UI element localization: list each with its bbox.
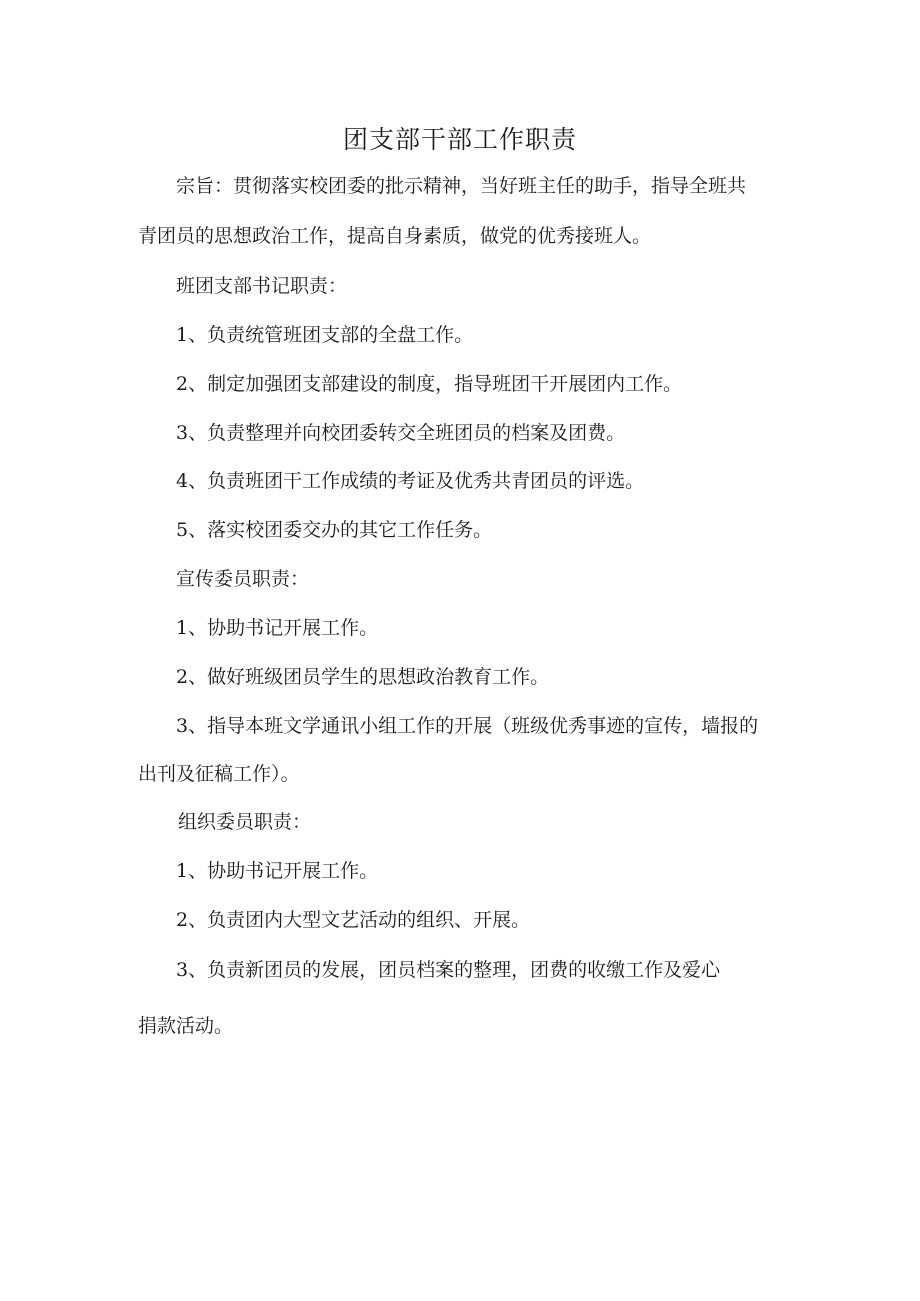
secretary-heading: 班团支部书记职责： [176,275,348,297]
organization-item-2: 2、负责团内大型文艺活动的组织、开展。 [176,909,531,931]
secretary-item-1: 1、负责统管班团支部的全盘工作。 [176,324,474,346]
secretary-item-5: 5、落实校团委交办的其它工作任务。 [176,519,493,541]
publicity-item-1: 1、协助书记开展工作。 [176,617,379,639]
secretary-item-2: 2、制定加强团支部建设的制度，指导班团干开展团内工作。 [176,373,683,395]
secretary-item-4: 4、负责班团干工作成绩的考证及优秀共青团员的评选。 [176,470,645,492]
secretary-item-3: 3、负责整理并向校团委转交全班团员的档案及团费。 [176,422,626,444]
publicity-item-3-cont: 出刊及征稿工作）。 [138,763,300,785]
purpose-line-2: 青团员的思想政治工作，提高自身素质，做党的优秀接班人。 [138,225,652,247]
organization-heading: 组织委员职责： [178,811,312,833]
organization-item-1: 1、协助书记开展工作。 [176,860,379,882]
organization-item-3-cont: 捐款活动。 [138,1015,234,1037]
document-title: 团支部干部工作职责 [342,125,577,154]
organization-item-3: 3、负责新团员的发展，团员档案的整理，团费的收缴工作及爱心 [176,959,721,981]
publicity-item-3: 3、指导本班文学通讯小组工作的开展（班级优秀事迹的宣传，墙报的 [176,715,759,737]
publicity-heading: 宣传委员职责： [176,568,310,590]
publicity-item-2: 2、做好班级团员学生的思想政治教育工作。 [176,666,550,688]
purpose-line-1: 宗旨：贯彻落实校团委的批示精神，当好班主任的助手，指导全班共 [176,175,747,197]
